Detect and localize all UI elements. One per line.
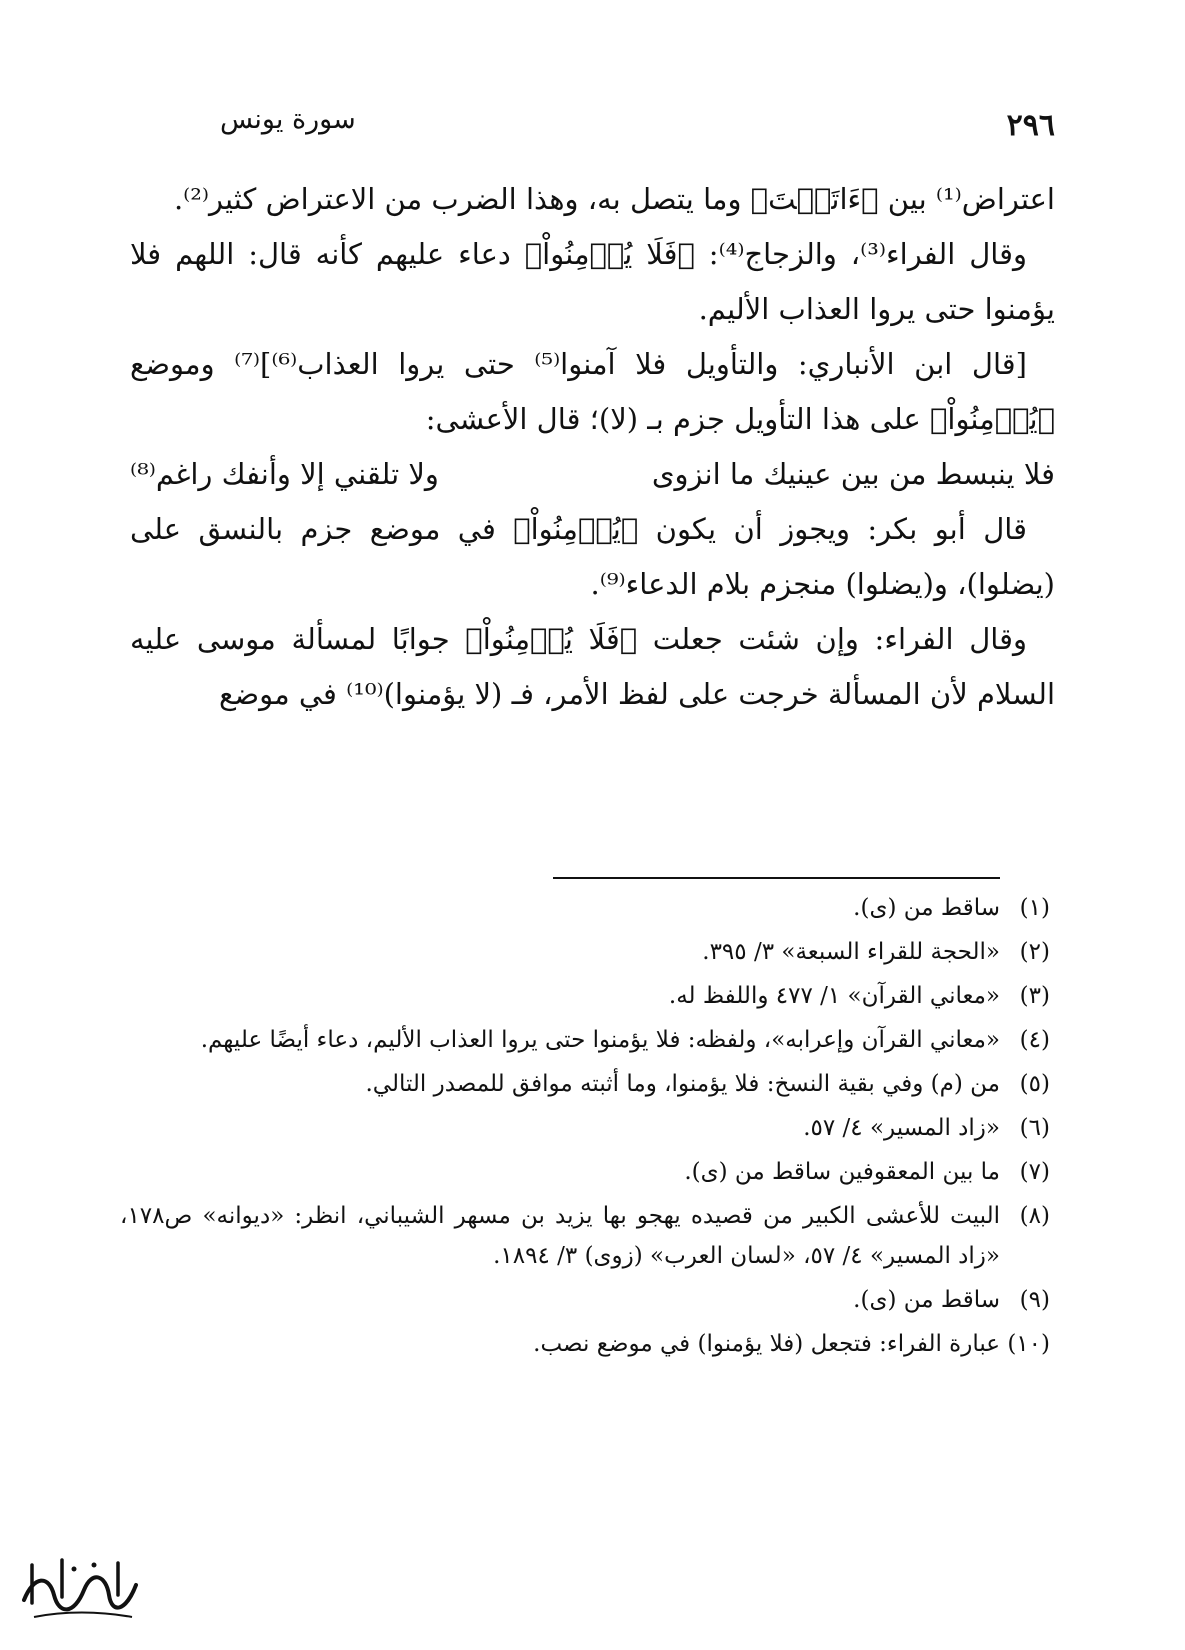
footnote-number: (٥) <box>1019 1071 1050 1097</box>
footnote <box>120 932 1050 972</box>
publisher-logo-icon <box>14 1545 144 1635</box>
footnote-text: ساقط من (ى). <box>853 1287 1000 1313</box>
footnote-number: (٨) <box>1019 1203 1050 1229</box>
footnote <box>120 1108 1050 1148</box>
footnote-text: ما بين المعقوفين ساقط من (ى). <box>684 1159 1000 1185</box>
poetry-verse <box>130 447 1055 502</box>
verse-second-hemistich: ولا تلقني إلا وأنفك راغم⁽⁸⁾ <box>130 457 439 491</box>
footnote <box>120 1020 1050 1060</box>
footnote-number: (٣) <box>1019 983 1050 1009</box>
footnote-text: عبارة الفراء: فتجعل (فلا يؤمنوا) في موضع نصب. <box>533 1331 1000 1357</box>
footnote-text: البيت للأعشى الكبير من قصيده يهجو بها يزيد بن مسهر الشيباني، انظر: «ديوانه» ص١٧٨، «زاد المسير» ٤/ ٥٧، «لسان العرب» (زوى) ٣/ ١٨٩٤. <box>120 1203 1000 1269</box>
paragraph-5: وقال الفراء: وإن شئت جعلت ﴿فَلَا يُؤۡمِنُواْ﴾ جوابًا لمسألة موسى عليه السلام لأن المسألة خرجت على لفظ الأمر، فـ (لا يؤمنوا)⁽¹⁰⁾ في موضع <box>130 622 1055 711</box>
footnote-text: «معاني القرآن» ١/ ٤٧٧ واللفظ له. <box>668 983 1000 1009</box>
surah-title: سورة يونس <box>220 104 356 135</box>
footnote-number: (٩) <box>1019 1287 1050 1313</box>
footnote <box>120 1196 1050 1276</box>
footnote-text: «زاد المسير» ٤/ ٥٧. <box>803 1115 1000 1141</box>
footnote-number: (١) <box>1019 895 1050 921</box>
footnote <box>120 1324 1050 1364</box>
footnote <box>120 976 1050 1016</box>
paragraph-3: [قال ابن الأنباري: والتأويل فلا آمنوا⁽⁵⁾ حتى يروا العذاب⁽⁶⁾]⁽⁷⁾ وموضع ﴿يُؤۡمِنُواْ﴾ على هذا التأويل جزم بـ (لا)؛ قال الأعشى: <box>130 347 1055 436</box>
footnote <box>120 1152 1050 1192</box>
footnote-text: «معاني القرآن وإعرابه»، ولفظه: فلا يؤمنوا حتى يروا العذاب الأليم، دعاء أيضًا عليهم. <box>200 1027 1000 1053</box>
footnote-number: (١٠) <box>1007 1331 1050 1357</box>
paragraph-4: قال أبو بكر: ويجوز أن يكون ﴿يُؤۡمِنُواْ﴾ في موضع جزم بالنسق على (يضلوا)، و(يضلوا) منجزم بلام الدعاء⁽⁹⁾. <box>130 512 1055 601</box>
footnote-number: (٧) <box>1019 1159 1050 1185</box>
footnote-number: (٦) <box>1019 1115 1050 1141</box>
paragraph-1: اعتراض⁽¹⁾ بين ﴿ءَاتَيۡتَ﴾ وما يتصل به، وهذا الضرب من الاعتراض كثير⁽²⁾. <box>173 182 1055 216</box>
footnote <box>120 1280 1050 1320</box>
footnote-number: (٢) <box>1019 939 1050 965</box>
page-number: ٢٩٦ <box>1006 108 1055 143</box>
footnotes <box>120 888 1050 1368</box>
page-header <box>130 100 1055 150</box>
footnote <box>120 888 1050 928</box>
verse-first-hemistich: فلا ينبسط من بين عينيك ما انزوى <box>651 457 1055 491</box>
paragraph-2: وقال الفراء⁽³⁾، والزجاج⁽⁴⁾: ﴿فَلَا يُؤۡمِنُواْ﴾ دعاء عليهم كأنه قال: اللهم فلا يؤمنوا حتى يروا العذاب الأليم. <box>130 237 1055 326</box>
footnote-number: (٤) <box>1019 1027 1050 1053</box>
footnote-text: من (م) وفي بقية النسخ: فلا يؤمنوا، وما أثبته موافق للمصدر التالي. <box>365 1071 1000 1097</box>
footnote <box>120 1064 1050 1104</box>
footnote-text: ساقط من (ى). <box>853 895 1000 921</box>
footnote-divider <box>553 877 1000 879</box>
footnote-text: «الحجة للقراء السبعة» ٣/ ٣٩٥. <box>702 939 1000 965</box>
main-text <box>130 172 1055 722</box>
